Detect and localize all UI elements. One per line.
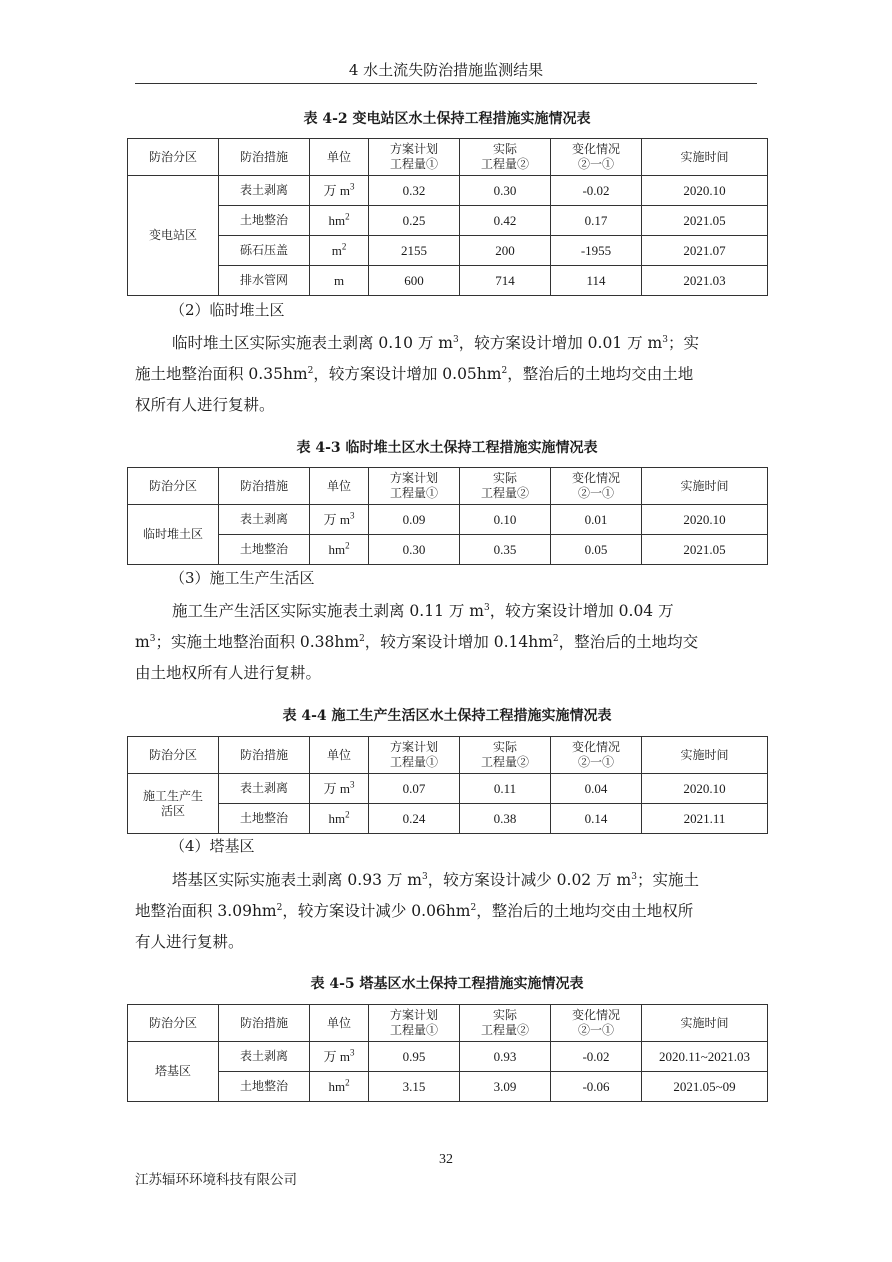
change-cell: -0.02 — [551, 1042, 642, 1072]
unit-cell: $hm^2$ — [310, 804, 369, 834]
header-zone: 防治分区 — [128, 1005, 219, 1042]
header-actual: 实际 工程量② — [460, 139, 551, 176]
zone-cell: 临时堆土区 — [128, 505, 219, 565]
header-planned: 方案计划 工程量① — [369, 737, 460, 774]
measure-cell: 砾石压盖 — [219, 236, 310, 266]
unit-cell: $hm^2$ — [310, 535, 369, 565]
actual-cell: 200 — [460, 236, 551, 266]
header-planned: 方案计划 工程量① — [369, 468, 460, 505]
header-unit: 单位 — [310, 468, 369, 505]
header-measure: 防治措施 — [219, 737, 310, 774]
header-date: 实施时间 — [642, 1005, 768, 1042]
table-4-3 — [127, 467, 768, 565]
running-header: 4 水土流失防治措施监测结果 — [348, 61, 544, 79]
table-4-3-caption: 表 4-3 临时堆土区水土保持工程措施实施情况表 — [296, 440, 598, 456]
table-header-row — [128, 737, 768, 774]
unit-cell: 万 $m^3$ — [310, 774, 369, 804]
unit-cell: $hm^2$ — [310, 206, 369, 236]
table-row — [128, 535, 768, 565]
header-change: 变化情况 ②一① — [551, 737, 642, 774]
unit-cell: 万 $m^3$ — [310, 176, 369, 206]
unit-cell: 万 $m^3$ — [310, 1042, 369, 1072]
date-cell: 2021.05 — [642, 206, 768, 236]
header-actual: 实际 工程量② — [460, 1005, 551, 1042]
section-3-heading: （3）施工生产生活区 — [170, 569, 315, 587]
table-4-4 — [127, 736, 768, 834]
actual-cell: 0.30 — [460, 176, 551, 206]
measure-cell: 土地整治 — [219, 804, 310, 834]
header-date: 实施时间 — [642, 468, 768, 505]
header-rule — [135, 83, 757, 84]
header-unit: 单位 — [310, 139, 369, 176]
header-unit: 单位 — [310, 737, 369, 774]
page-number: 32 — [439, 1152, 453, 1167]
date-cell: 2021.07 — [642, 236, 768, 266]
header-zone: 防治分区 — [128, 737, 219, 774]
table-row — [128, 206, 768, 236]
date-cell: 2020.10 — [642, 774, 768, 804]
planned-cell: 0.24 — [369, 804, 460, 834]
actual-cell: 714 — [460, 266, 551, 296]
change-cell: 0.17 — [551, 206, 642, 236]
header-actual: 实际 工程量② — [460, 737, 551, 774]
measure-cell: 排水管网 — [219, 266, 310, 296]
table-header-row — [128, 468, 768, 505]
header-actual: 实际 工程量② — [460, 468, 551, 505]
planned-cell: 0.95 — [369, 1042, 460, 1072]
measure-cell: 土地整治 — [219, 535, 310, 565]
date-cell: 2021.03 — [642, 266, 768, 296]
table-row — [128, 1042, 768, 1072]
zone-cell: 施工生产生 活区 — [128, 774, 219, 834]
actual-cell: 0.42 — [460, 206, 551, 236]
actual-cell: 0.10 — [460, 505, 551, 535]
header-zone: 防治分区 — [128, 139, 219, 176]
table-4-2 — [127, 138, 768, 296]
table-header-row — [128, 1005, 768, 1042]
actual-cell: 0.11 — [460, 774, 551, 804]
table-row — [128, 804, 768, 834]
change-cell: 0.04 — [551, 774, 642, 804]
date-cell: 2021.05~09 — [642, 1072, 768, 1102]
table-4-4-caption: 表 4-4 施工生产生活区水土保持工程措施实施情况表 — [282, 708, 612, 724]
change-cell: -1955 — [551, 236, 642, 266]
planned-cell: 3.15 — [369, 1072, 460, 1102]
header-measure: 防治措施 — [219, 139, 310, 176]
table-header-row — [128, 139, 768, 176]
date-cell: 2020.11~2021.03 — [642, 1042, 768, 1072]
header-change: 变化情况 ②一① — [551, 1005, 642, 1042]
unit-cell: 万 $m^3$ — [310, 505, 369, 535]
zone-cell: 变电站区 — [128, 176, 219, 296]
table-4-2-caption: 表 4-2 变电站区水土保持工程措施实施情况表 — [303, 111, 591, 127]
section-4-paragraph: 塔基区实际实施表土剥离 0.93 万 $m^3$，较方案设计减少 0.02 万 $m^3$；实施土 地整治面积 $3.09hm^2$，较方案设计减少 $0.06hm^2$，整治后的土地均交由土地权所 有人进行复耕。 — [135, 871, 699, 951]
unit-cell: m — [310, 266, 369, 296]
planned-cell: 0.32 — [369, 176, 460, 206]
actual-cell: 3.09 — [460, 1072, 551, 1102]
table-row — [128, 1072, 768, 1102]
actual-cell: 0.35 — [460, 535, 551, 565]
change-cell: -0.06 — [551, 1072, 642, 1102]
header-planned: 方案计划 工程量① — [369, 1005, 460, 1042]
planned-cell: 0.09 — [369, 505, 460, 535]
header-measure: 防治措施 — [219, 468, 310, 505]
section-3-paragraph: 施工生产生活区实际实施表土剥离 0.11 万 $m^3$，较方案设计增加 0.04 万 $m^3$；实施土地整治面积 $0.38hm^2$，较方案设计增加 $0.14hm^2$，整治后的土地均交 由土地权所有人进行复耕。 — [135, 602, 699, 682]
table-row — [128, 176, 768, 206]
table-4-5-caption: 表 4-5 塔基区水土保持工程措施实施情况表 — [310, 976, 584, 992]
table-row — [128, 774, 768, 804]
planned-cell: 2155 — [369, 236, 460, 266]
header-unit: 单位 — [310, 1005, 369, 1042]
header-zone: 防治分区 — [128, 468, 219, 505]
measure-cell: 土地整治 — [219, 206, 310, 236]
section-2-paragraph: 临时堆土区实际实施表土剥离 0.10 万 $m^3$，较方案设计增加 0.01 万 $m^3$；实 施土地整治面积 $0.35hm^2$，较方案设计增加 $0.05hm^2$，整治后的土地均交由土地 权所有人进行复耕。 — [135, 334, 699, 414]
date-cell: 2021.11 — [642, 804, 768, 834]
header-change: 变化情况 ②一① — [551, 139, 642, 176]
measure-cell: 表土剥离 — [219, 505, 310, 535]
change-cell: 114 — [551, 266, 642, 296]
header-measure: 防治措施 — [219, 1005, 310, 1042]
planned-cell: 0.30 — [369, 535, 460, 565]
table-4-5 — [127, 1004, 768, 1102]
change-cell: 0.01 — [551, 505, 642, 535]
unit-cell: $m^2$ — [310, 236, 369, 266]
table-row — [128, 236, 768, 266]
measure-cell: 表土剥离 — [219, 1042, 310, 1072]
table-row — [128, 266, 768, 296]
change-cell: -0.02 — [551, 176, 642, 206]
header-date: 实施时间 — [642, 139, 768, 176]
header-change: 变化情况 ②一① — [551, 468, 642, 505]
measure-cell: 土地整治 — [219, 1072, 310, 1102]
planned-cell: 0.25 — [369, 206, 460, 236]
section-2-heading: （2）临时堆土区 — [170, 301, 285, 319]
company-footer: 江苏辐环环境科技有限公司 — [135, 1172, 297, 1188]
unit-cell: $hm^2$ — [310, 1072, 369, 1102]
change-cell: 0.05 — [551, 535, 642, 565]
header-planned: 方案计划 工程量① — [369, 139, 460, 176]
actual-cell: 0.93 — [460, 1042, 551, 1072]
planned-cell: 600 — [369, 266, 460, 296]
date-cell: 2020.10 — [642, 505, 768, 535]
table-row — [128, 505, 768, 535]
measure-cell: 表土剥离 — [219, 176, 310, 206]
planned-cell: 0.07 — [369, 774, 460, 804]
measure-cell: 表土剥离 — [219, 774, 310, 804]
zone-cell: 塔基区 — [128, 1042, 219, 1102]
date-cell: 2020.10 — [642, 176, 768, 206]
actual-cell: 0.38 — [460, 804, 551, 834]
header-date: 实施时间 — [642, 737, 768, 774]
change-cell: 0.14 — [551, 804, 642, 834]
section-4-heading: （4）塔基区 — [170, 837, 255, 855]
date-cell: 2021.05 — [642, 535, 768, 565]
